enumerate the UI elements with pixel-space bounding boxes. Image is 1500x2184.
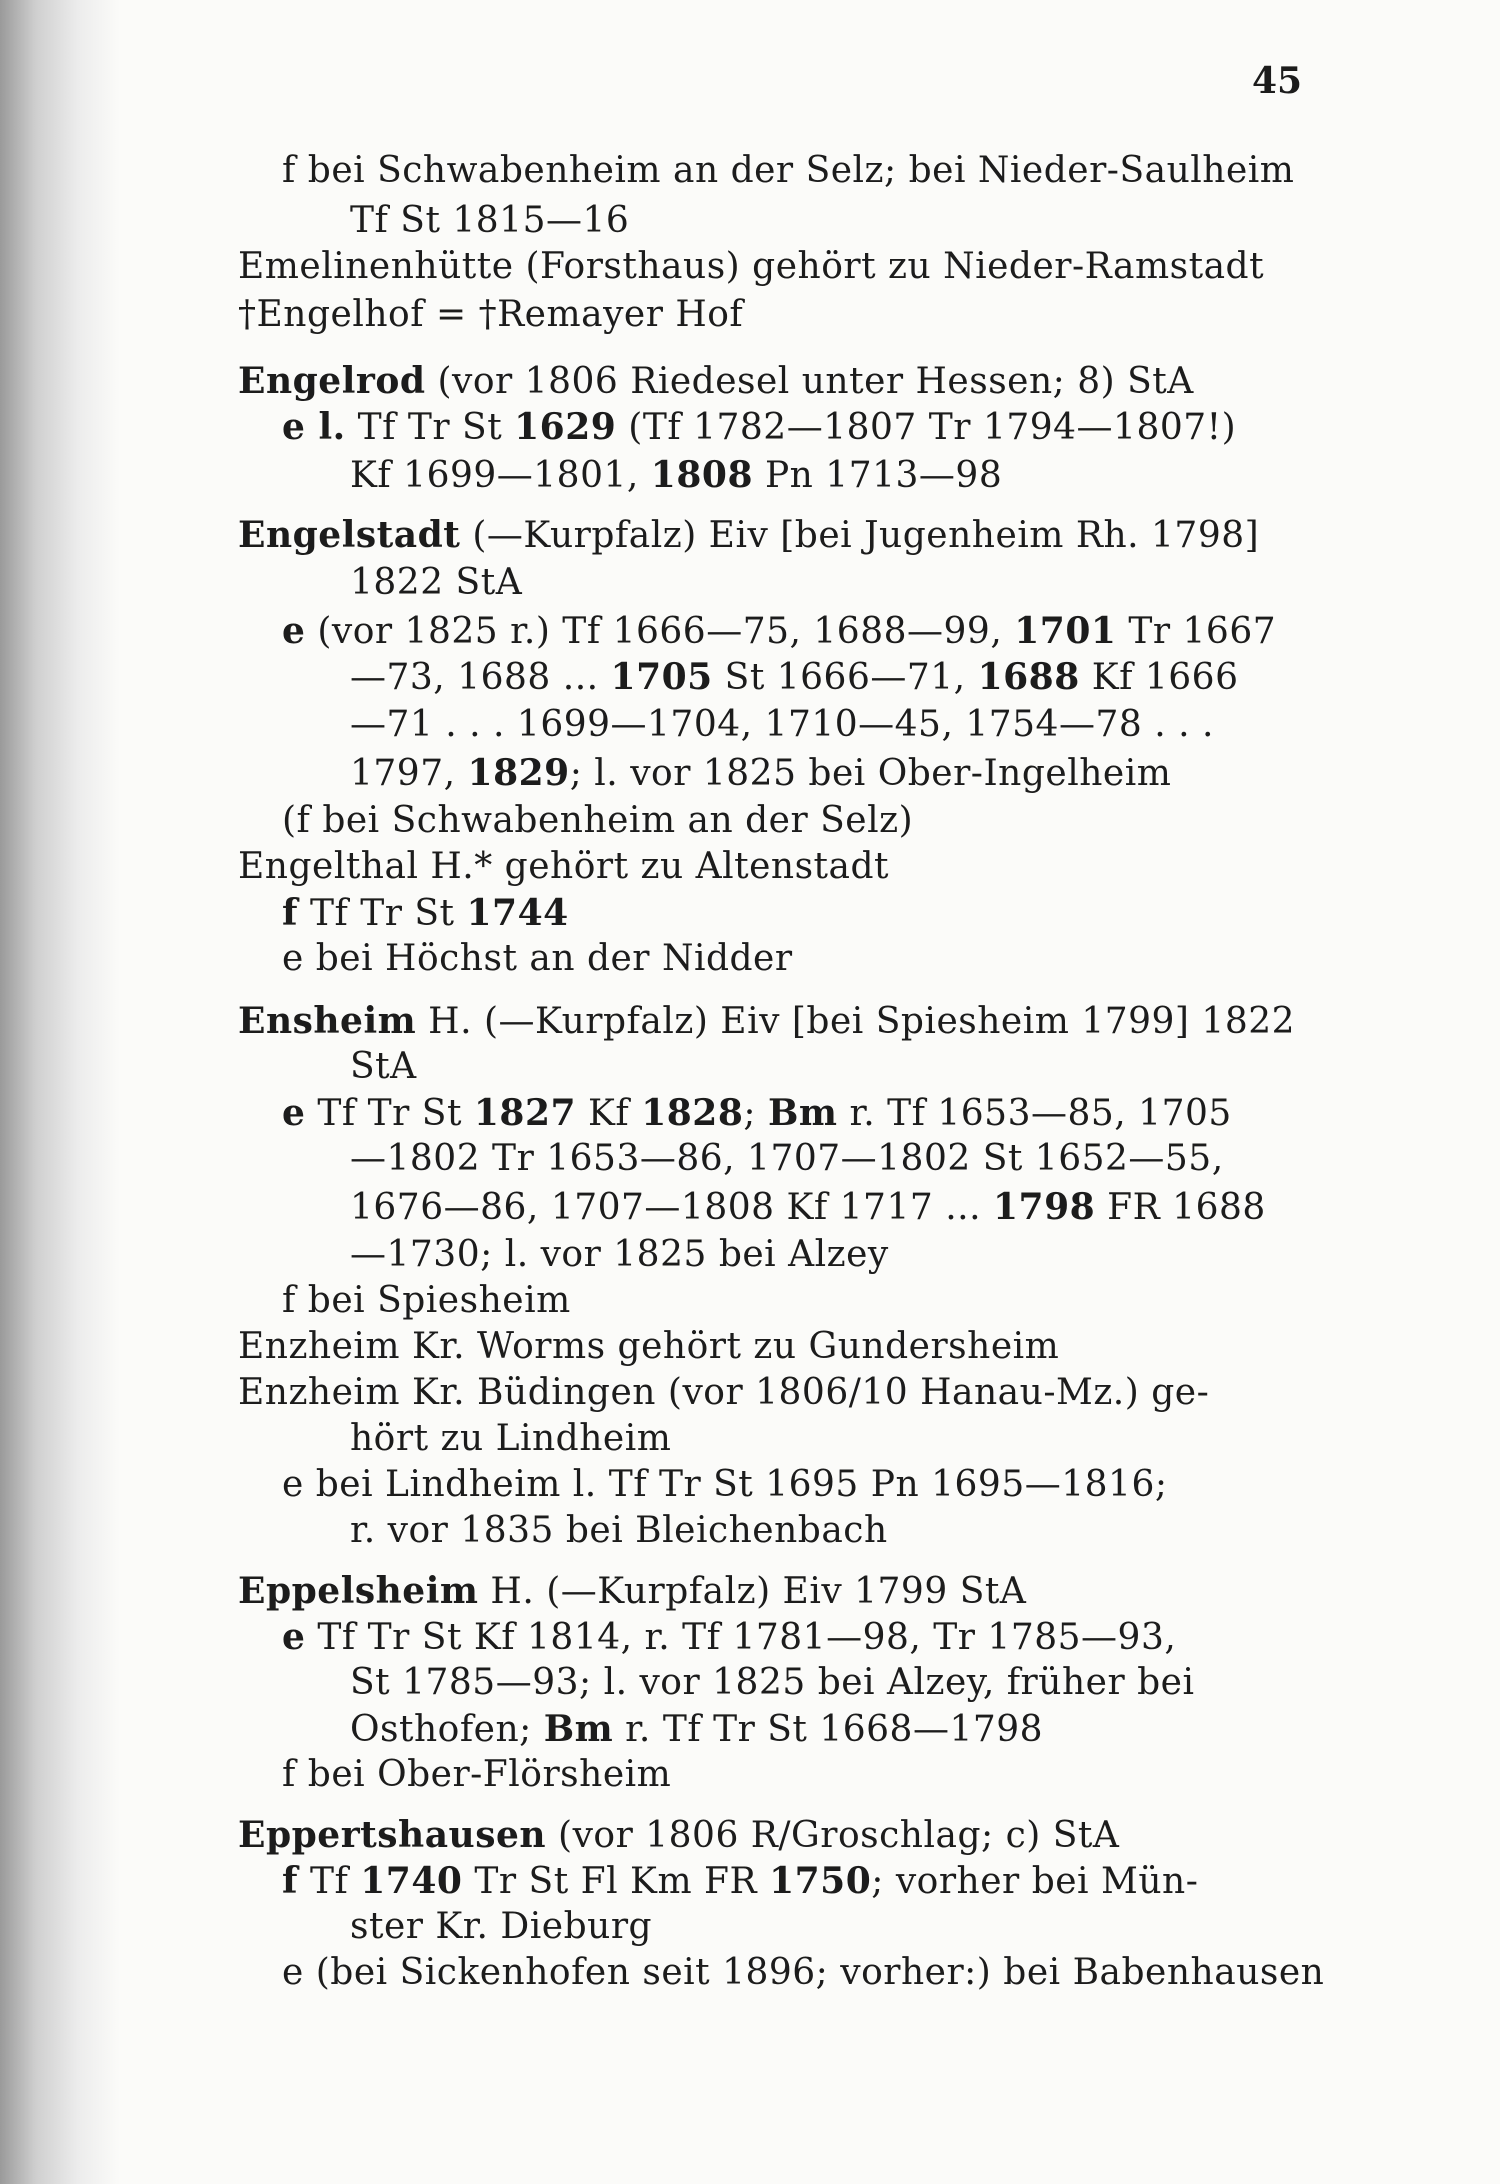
- text-line: [282, 1860, 1198, 1902]
- text-segment: 1797,: [350, 753, 468, 794]
- text-line: [238, 1000, 1295, 1042]
- text-line: [282, 1280, 571, 1321]
- text-line: [282, 938, 793, 979]
- text-segment: Enzheim Kr. Büdingen (vor 1806/10 Hanau-Mz.) ge-: [238, 1372, 1210, 1413]
- text-line: [238, 294, 743, 335]
- bold-text: e: [282, 1616, 306, 1658]
- text-segment: Engelthal H.* gehört zu Altenstadt: [238, 846, 889, 887]
- text-line: [282, 406, 1236, 448]
- text-line: [350, 1510, 888, 1551]
- text-segment: Tf: [298, 1861, 361, 1902]
- text-segment: Kf: [576, 1093, 642, 1134]
- text-line: [282, 1464, 1167, 1505]
- text-segment: hört zu Lindheim: [350, 1418, 672, 1459]
- text-segment: Tf St 1815—16: [350, 200, 630, 241]
- bold-text: Eppertshausen: [238, 1814, 547, 1856]
- text-segment: Tr 1667: [1116, 611, 1277, 652]
- text-line: [238, 1814, 1119, 1856]
- text-line: [282, 150, 1294, 191]
- text-line: [238, 1372, 1209, 1413]
- bold-text: Ensheim: [238, 1000, 417, 1042]
- text-line: [350, 1906, 652, 1947]
- text-line: [282, 1092, 1232, 1134]
- text-segment: 1676—86, 1707—1808 Kf 1717 ...: [350, 1187, 993, 1228]
- text-segment: (vor 1806 Riedesel unter Hessen; 8) StA: [425, 361, 1194, 402]
- text-line: [350, 1138, 1224, 1179]
- text-segment: (Tf 1782—1807 Tr 1794—1807!): [616, 407, 1237, 448]
- text-segment: e bei Höchst an der Nidder: [282, 938, 793, 979]
- bold-text: Bm: [767, 1092, 838, 1134]
- text-segment: r. Tf Tr St 1668—1798: [613, 1709, 1044, 1750]
- text-segment: H. (—Kurpfalz) Eiv [bei Spiesheim 1799] 1822: [416, 1001, 1296, 1042]
- text-segment: r. Tf 1653—85, 1705: [837, 1093, 1232, 1134]
- text-segment: Enzheim Kr. Worms gehört zu Gundersheim: [238, 1326, 1060, 1367]
- text-segment: Tf Tr St Kf 1814, r. Tf 1781—98, Tr 1785—93,: [305, 1617, 1177, 1658]
- bold-text: f: [282, 1860, 298, 1902]
- text-line: [350, 752, 1171, 794]
- text-line: [350, 704, 1214, 745]
- text-line: [282, 1754, 671, 1795]
- bold-text: Engelstadt: [238, 514, 461, 556]
- text-line: [282, 892, 569, 934]
- text-segment: Tf Tr St: [345, 407, 515, 448]
- bold-text: 1798: [993, 1186, 1096, 1228]
- bold-text: e l.: [282, 406, 346, 448]
- page-number: 45: [1252, 60, 1303, 102]
- bold-text: 1705: [610, 656, 713, 698]
- text-segment: Osthofen;: [350, 1709, 544, 1750]
- bold-text: 1827: [473, 1092, 577, 1134]
- text-segment: ; l. vor 1825 bei Ober-Ingelheim: [569, 753, 1172, 794]
- text-line: [350, 562, 522, 603]
- text-segment: —1802 Tr 1653—86, 1707—1802 St 1652—55,: [350, 1138, 1224, 1179]
- text-segment: H. (—Kurpfalz) Eiv 1799 StA: [478, 1571, 1027, 1612]
- text-line: [350, 1708, 1043, 1750]
- text-segment: ster Kr. Dieburg: [350, 1906, 653, 1947]
- text-line: [282, 1952, 1324, 1993]
- bold-text: e: [282, 610, 306, 652]
- text-segment: St 1666—71,: [712, 657, 978, 698]
- text-line: [238, 846, 889, 887]
- bold-text: Engelrod: [238, 360, 426, 402]
- text-segment: r. vor 1835 bei Bleichenbach: [350, 1510, 888, 1551]
- bold-text: 1688: [977, 656, 1080, 698]
- text-segment: (vor 1806 R/Groschlag; c) StA: [546, 1815, 1120, 1856]
- bold-text: 1808: [650, 454, 753, 496]
- text-segment: 1822 StA: [350, 562, 523, 603]
- text-line: [350, 656, 1239, 698]
- text-segment: Tf Tr St: [298, 893, 467, 934]
- text-line: [350, 454, 1002, 496]
- bold-text: 1629: [514, 406, 617, 448]
- text-line: [282, 1616, 1176, 1658]
- bold-text: 1750: [769, 1860, 872, 1902]
- text-segment: ; vorher bei Mün-: [871, 1861, 1199, 1902]
- text-segment: Emelinenhütte (Forsthaus) gehört zu Nieder-Ramstadt: [238, 246, 1265, 287]
- text-segment: †Engelhof = †Remayer Hof: [238, 294, 744, 335]
- text-line: [350, 1234, 889, 1275]
- text-segment: —73, 1688 ...: [350, 657, 611, 698]
- text-line: [282, 800, 913, 841]
- text-line: [350, 1662, 1194, 1703]
- text-segment: (f bei Schwabenheim an der Selz): [282, 800, 914, 841]
- text-segment: f bei Ober-Flörsheim: [282, 1754, 672, 1795]
- text-segment: f bei Spiesheim: [282, 1280, 571, 1321]
- bold-text: Bm: [543, 1708, 614, 1750]
- text-line: [238, 360, 1194, 402]
- text-line: [350, 1046, 417, 1087]
- text-line: [238, 1326, 1059, 1367]
- text-line: [350, 200, 629, 241]
- text-line: [238, 514, 1259, 556]
- text-segment: Tr St Fl Km FR: [462, 1861, 770, 1902]
- text-segment: Kf 1666: [1079, 657, 1239, 698]
- text-segment: FR 1688: [1095, 1187, 1266, 1228]
- text-segment: f bei Schwabenheim an der Selz; bei Nieder-Saulheim: [282, 150, 1295, 191]
- text-segment: (—Kurpfalz) Eiv [bei Jugenheim Rh. 1798]: [460, 515, 1260, 556]
- bold-text: 1701: [1014, 610, 1117, 652]
- text-segment: ;: [743, 1093, 768, 1134]
- text-segment: Tf Tr St: [305, 1093, 474, 1134]
- text-segment: (vor 1825 r.) Tf 1666—75, 1688—99,: [305, 611, 1015, 652]
- text-segment: —71 . . . 1699—1704, 1710—45, 1754—78 . . .: [350, 704, 1214, 745]
- text-line: [238, 246, 1264, 287]
- bold-text: 1744: [466, 892, 569, 934]
- bold-text: 1740: [360, 1860, 463, 1902]
- text-segment: —1730; l. vor 1825 bei Alzey: [350, 1234, 889, 1275]
- text-segment: Kf 1699—1801,: [350, 455, 651, 496]
- text-line: [238, 1570, 1026, 1612]
- text-line: [350, 1186, 1266, 1228]
- text-line: [282, 610, 1276, 652]
- text-segment: St 1785—93; l. vor 1825 bei Alzey, früher bei: [350, 1662, 1195, 1703]
- text-segment: Pn 1713—98: [753, 455, 1003, 496]
- bold-text: e: [282, 1092, 306, 1134]
- bold-text: Eppelsheim: [238, 1570, 479, 1612]
- text-segment: e (bei Sickenhofen seit 1896; vorher:) bei Babenhausen: [282, 1952, 1325, 1993]
- bold-text: 1828: [641, 1092, 744, 1134]
- text-line: [350, 1418, 671, 1459]
- text-segment: e bei Lindheim l. Tf Tr St 1695 Pn 1695—1816;: [282, 1464, 1168, 1505]
- bold-text: 1829: [467, 752, 570, 794]
- binding-shadow: [0, 0, 120, 2184]
- bold-text: f: [282, 892, 298, 934]
- text-segment: StA: [350, 1046, 417, 1087]
